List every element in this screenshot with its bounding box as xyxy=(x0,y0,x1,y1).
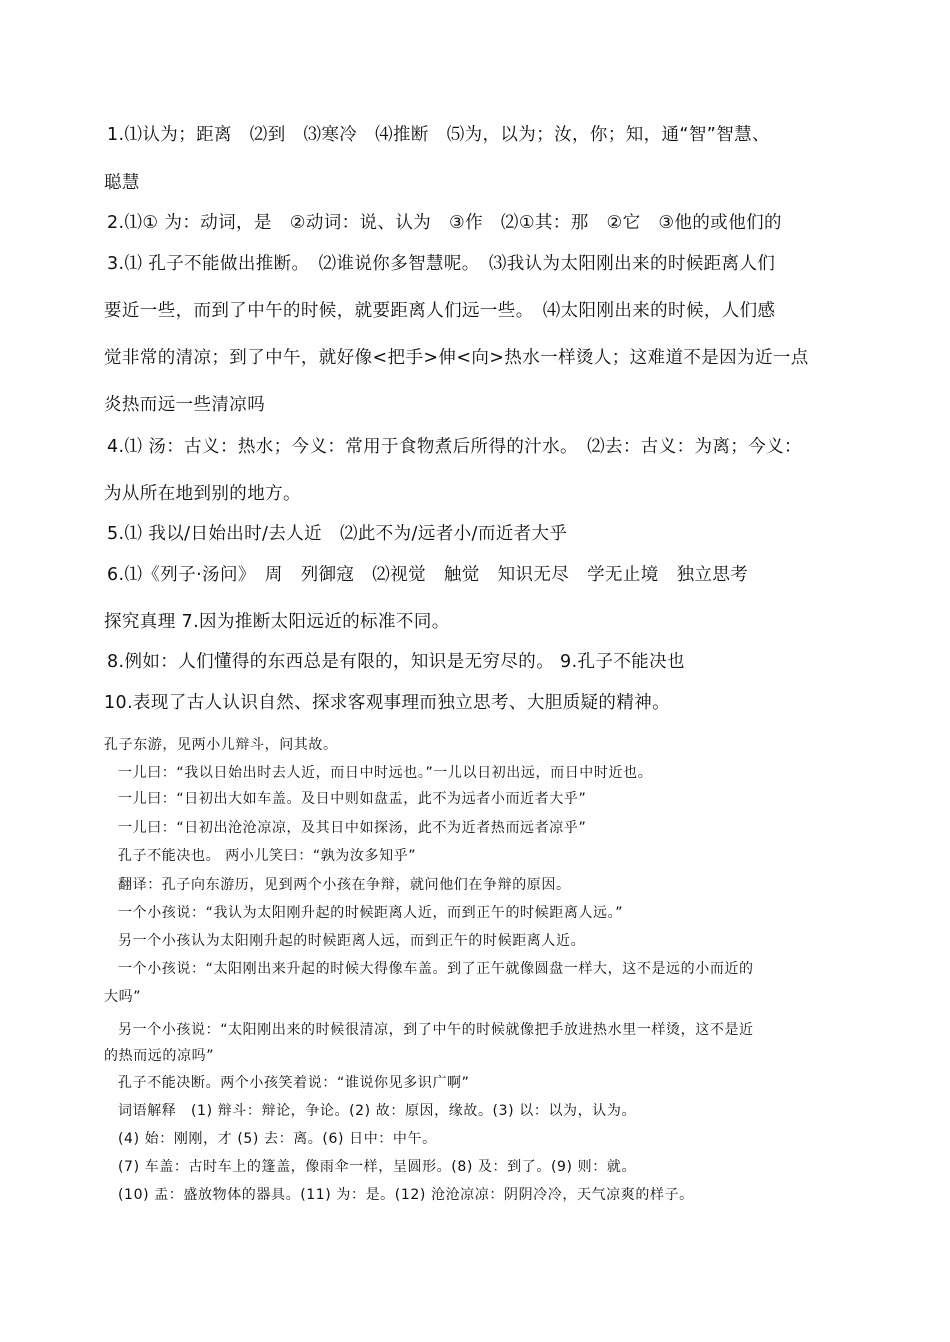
answer-3-line-4: 炎热而远一些清凉吗 xyxy=(104,395,266,415)
answer-8-9: 8.例如：人们懂得的东西总是有限的，知识是无穷尽的。 9.孔子不能决也 xyxy=(107,652,685,672)
answer-5: 5.⑴ 我以/日始出时/去人近 ⑵此不为/远者小/而近者大乎 xyxy=(107,524,568,544)
answer-3-line-1: 3.⑴ 孔子不能做出推断。 ⑵谁说你多智慧呢。 ⑶我认为太阳刚出来的时候距离人们 xyxy=(107,254,776,274)
text-line: 孔子不能决也。 两小儿笑曰：“孰为汝多知乎” xyxy=(118,848,417,864)
text-line: 另一个小孩说：“太阳刚出来的时候很清凉，到了中午的时候就像把手放进热水里一样烫，这不是近 xyxy=(118,1022,754,1038)
text-line: 孔子东游，见两小儿辩斗，问其故。 xyxy=(104,737,338,753)
glossary-line: (10) 盂：盛放物体的器具。(11) 为：是。(12) 沧沧凉凉：阴阴冷冷，天气凉爽的样子。 xyxy=(118,1187,694,1203)
glossary-heading: 词语解释 (1) 辩斗：辩论，争论。(2) 故：原因，缘故。(3) 以：以为，认为。 xyxy=(118,1103,637,1119)
text-line: 的热而远的凉吗” xyxy=(104,1048,215,1064)
answer-1-line-1: 1.⑴认为；距离 ⑵到 ⑶寒冷 ⑷推断 ⑸为，以为；汝，你；知，通“智”智慧、 xyxy=(107,125,770,145)
glossary-line: (7) 车盖：古时车上的篷盖，像雨伞一样，呈圆形。(8) 及：到了。(9) 则：就。 xyxy=(118,1159,637,1175)
glossary-line: (4) 始：刚刚，才 (5) 去：离。(6) 日中：中午。 xyxy=(118,1131,437,1147)
answer-3-line-3: 觉非常的清凉；到了中午，就好像<把手>伸<向>热水一样烫人；这难道不是因为近一点 xyxy=(104,348,809,368)
text-line: 一儿曰：“日初出沧沧凉凉，及其日中如探汤，此不为近者热而远者凉乎” xyxy=(118,820,587,836)
text-line: 孔子不能决断。两个小孩笑着说：“谁说你见多识广啊” xyxy=(118,1075,470,1091)
answer-2: 2.⑴① 为：动词，是 ②动词：说、认为 ③作 ⑵①其：那 ②它 ③他的或他们的 xyxy=(107,213,782,233)
text-line: 一个小孩说：“我认为太阳刚升起的时候距离人近，而到正午的时候距离人远。” xyxy=(118,905,624,921)
answer-10: 10.表现了古人认识自然、探求客观事理而独立思考、大胆质疑的精神。 xyxy=(104,693,671,713)
text-line: 一儿曰：“日初出大如车盖。及日中则如盘盂，此不为远者小而近者大乎” xyxy=(118,791,587,807)
text-line: 大吗” xyxy=(104,989,142,1005)
answer-6-line-1: 6.⑴《列子·汤问》 周 列御寇 ⑵视觉 触觉 知识无尽 学无止境 独立思考 xyxy=(107,565,749,585)
answer-4-line-1: 4.⑴ 汤：古义：热水；今义：常用于食物煮后所得的汁水。 ⑵去：古义：为离；今义： xyxy=(107,437,802,457)
translation-heading: 翻译：孔子向东游历，见到两个小孩在争辩，就问他们在争辩的原因。 xyxy=(118,877,571,893)
answer-6-7: 探究真理 7.因为推断太阳远近的标准不同。 xyxy=(104,612,450,632)
text-line: 一个小孩说：“太阳刚出来升起的时候大得像车盖。到了正午就像圆盘一样大，这不是远的小而近的 xyxy=(118,961,754,977)
answer-3-line-2: 要近一些，而到了中午的时候，就要距离人们远一些。 ⑷太阳刚出来的时候，人们感 xyxy=(104,301,776,321)
answer-1-line-2: 聪慧 xyxy=(104,173,140,193)
text-line: 另一个小孩认为太阳刚升起的时候距离人远，而到正午的时候距离人近。 xyxy=(118,933,586,949)
answer-4-line-2: 为从所在地到别的地方。 xyxy=(104,484,301,504)
text-line: 一儿曰：“我以日始出时去人近，而日中时远也。”一儿以日初出远，而日中时近也。 xyxy=(118,765,653,781)
